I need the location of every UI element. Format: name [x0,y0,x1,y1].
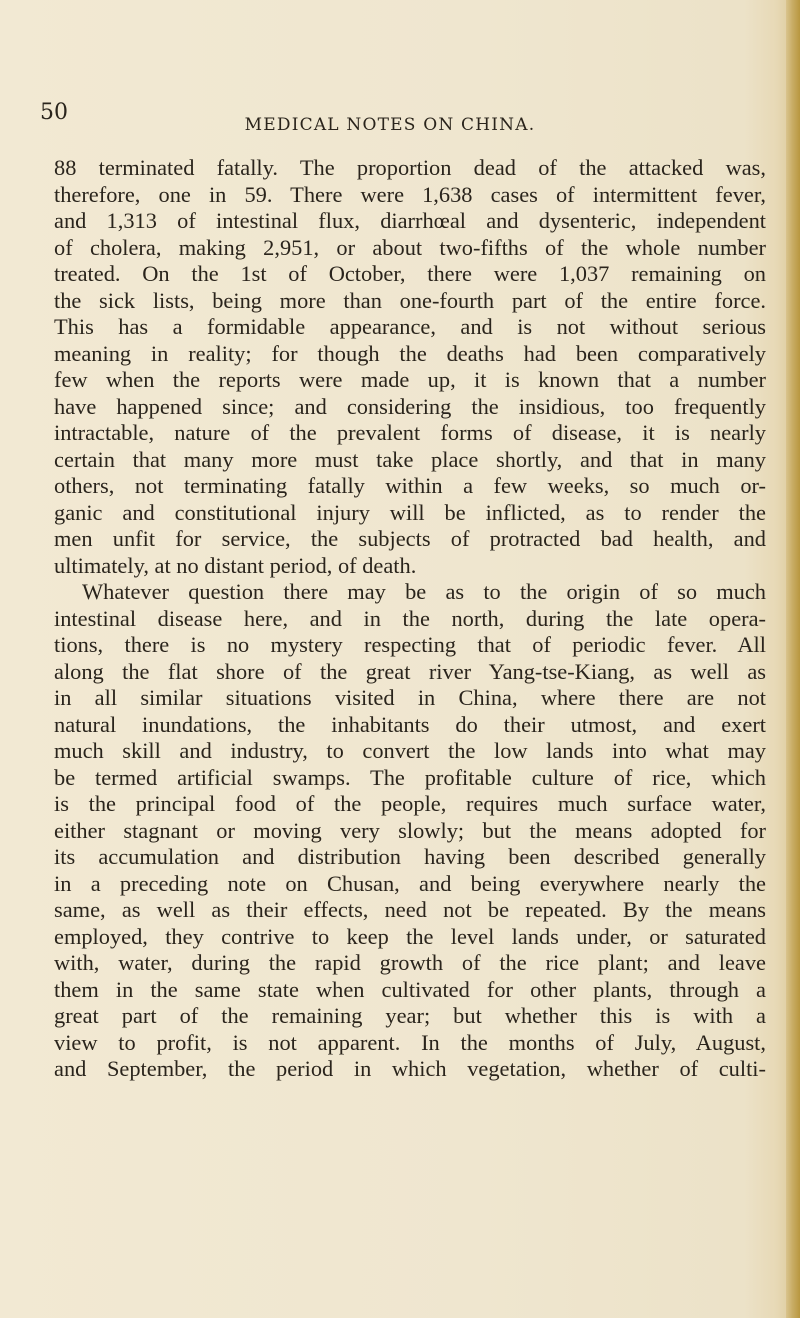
text-line: 88 terminated fatally. The proportion dead of the attacked was, [54,155,766,180]
running-head: MEDICAL NOTES ON CHINA. [244,115,536,135]
text-line: them in the same state when cultivated for other plants, through a [54,976,766,1002]
text-line: view to profit, is not apparent. In the months of July, August, [54,1029,766,1055]
page-number: 50 [40,100,68,125]
text-line: certain that many more must take place shortly, and that in many [54,446,766,472]
body-text [54,155,766,1083]
text-line: great part of the remaining year; but whether this is with a [54,1003,766,1028]
text-line: ultimately, at no distant period, of death. [54,552,417,578]
text-line: and 1,313 of intestinal flux, diarrhœal and dysenteric, independent [54,208,766,233]
text-line: and September, the period in which vegetation, whether of culti- [54,1056,766,1081]
text-line: in a preceding note on Chusan, and being everywhere nearly the [54,870,766,896]
text-line: the sick lists, being more than one-fourth part of the entire force. [54,287,766,313]
text-line: treated. On the 1st of October, there were 1,037 remaining on [54,261,766,286]
text-line: tions, there is no mystery respecting that of periodic fever. All [54,632,766,657]
text-line: ganic and constitutional injury will be inflicted, as to render the [54,499,766,525]
page-edge [786,0,800,1318]
text-line: its accumulation and distribution having been described generally [54,844,766,869]
text-line: natural inundations, the inhabitants do their utmost, and exert [54,711,766,737]
text-line: few when the reports were made up, it is known that a number [54,367,766,392]
text-line: same, as well as their effects, need not be repeated. By the means [54,897,766,922]
text-line: either stagnant or moving very slowly; but the means adopted for [54,817,766,843]
text-line: with, water, during the rapid growth of the rice plant; and leave [54,950,766,975]
text-line: is the principal food of the people, requires much surface water, [54,791,766,816]
text-line: meaning in reality; for though the deaths had been comparatively [54,340,766,366]
text-line: This has a formidable appearance, and is not without serious [54,314,766,339]
text-line: intractable, nature of the prevalent forms of disease, it is nearly [54,420,766,445]
text-line: others, not terminating fatally within a few weeks, so much or- [54,473,766,498]
text-line: much skill and industry, to convert the low lands into what may [54,738,766,763]
text-line: have happened since; and considering the insidious, too frequently [54,393,766,419]
text-line: along the flat shore of the great river Yang-tse-Kiang, as well as [54,658,766,684]
text-line: employed, they contrive to keep the level lands under, or saturated [54,923,766,949]
text-line: intestinal disease here, and in the north, during the late opera- [54,605,766,631]
text-line: of cholera, making 2,951, or about two-fifths of the whole number [54,234,766,260]
text-line: therefore, one in 59. There were 1,638 cases of intermittent fever, [54,181,766,207]
text-line: men unfit for service, the subjects of protracted bad health, and [54,526,766,551]
text-line: Whatever question there may be as to the origin of so much [82,579,766,604]
text-line: in all similar situations visited in China, where there are not [54,685,766,710]
text-line: be termed artificial swamps. The profitable culture of rice, which [54,764,766,790]
